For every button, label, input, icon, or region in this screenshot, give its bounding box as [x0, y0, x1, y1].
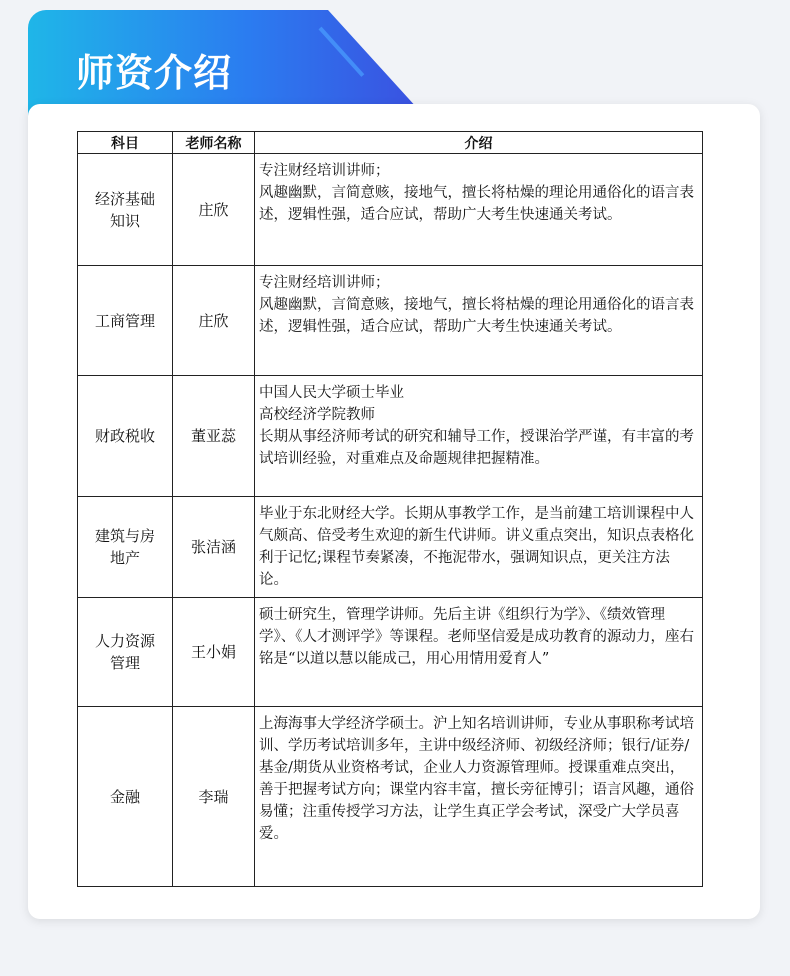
- table-row: [78, 598, 703, 707]
- intro-line: 高校经济学院教师: [259, 407, 375, 423]
- table-row: [78, 154, 703, 266]
- subject-cell: 建筑与房地产: [78, 497, 173, 598]
- teacher-cell: 董亚蕊: [173, 376, 255, 497]
- intro-line: 专注财经培训讲师；: [259, 163, 390, 179]
- intro-line: 风趣幽默，言简意赅，接地气，擅长将枯燥的理论用通俗化的语言表述，逻辑性强，适合应试，帮助广大考生快速通关考试。: [259, 185, 694, 223]
- subject-cell: 金融: [78, 707, 173, 887]
- subject-cell: 财政税收: [78, 376, 173, 497]
- intro-line: 毕业于东北财经大学。长期从事教学工作，是当前建工培训课程中人气颇高、倍受考生欢迎的新生代讲师。讲义重点突出，知识点表格化利于记忆;课程节奏紧凑，不拖泥带水，强调知识点，更关注方法论。: [259, 506, 694, 588]
- table-header-row: [78, 132, 703, 154]
- subject-cell: 人力资源管理: [78, 598, 173, 707]
- intro-line: 中国人民大学硕士毕业: [259, 385, 404, 401]
- column-header-intro: 介绍: [255, 132, 703, 154]
- teacher-cell: 庄欣: [173, 266, 255, 376]
- subject-cell: 经济基础知识: [78, 154, 173, 266]
- intro-cell: [255, 707, 703, 887]
- table-row: [78, 707, 703, 887]
- teacher-cell: 王小娟: [173, 598, 255, 707]
- intro-cell: [255, 154, 703, 266]
- intro-cell: [255, 497, 703, 598]
- intro-line: 上海海事大学经济学硕士。沪上知名培训讲师，专业从事职称考试培训、学历考试培训多年，主讲中级经济师、初级经济师；银行/证券/基金/期货从业资格考试，企业人力资源管理师。授课重难点突出，善于把握考试方向；课堂内容丰富，擅长旁征博引；语言风趣，通俗易懂；注重传授学习方法，让学生真正学会考试，深受广大学员喜爱。: [259, 716, 694, 842]
- page-title: 师资介绍: [76, 51, 233, 95]
- subject-cell: 工商管理: [78, 266, 173, 376]
- intro-cell: [255, 376, 703, 497]
- intro-cell: [255, 598, 703, 707]
- intro-line: 风趣幽默，言简意赅，接地气，擅长将枯燥的理论用通俗化的语言表述，逻辑性强，适合应试，帮助广大考生快速通关考试。: [259, 297, 694, 335]
- column-header-teacher: 老师名称: [173, 132, 255, 154]
- intro-line: 长期从事经济师考试的研究和辅导工作，授课治学严谨，有丰富的考试培训经验，对重难点及命题规律把握精准。: [259, 429, 694, 467]
- column-header-subject: 科目: [78, 132, 173, 154]
- table-row: [78, 266, 703, 376]
- teacher-cell: 张洁涵: [173, 497, 255, 598]
- teacher-table: [77, 131, 703, 887]
- teacher-cell: 李瑞: [173, 707, 255, 887]
- intro-line: 硕士研究生，管理学讲师。先后主讲《组织行为学》、《绩效管理学》、《人才测评学》等课程。老师坚信爱是成功教育的源动力，座右铭是“以道以慧以能成己，用心用情用爱育人”: [259, 607, 694, 667]
- intro-cell: [255, 266, 703, 376]
- intro-line: 专注财经培训讲师；: [259, 275, 390, 291]
- table-row: [78, 376, 703, 497]
- table-row: [78, 497, 703, 598]
- teacher-cell: 庄欣: [173, 154, 255, 266]
